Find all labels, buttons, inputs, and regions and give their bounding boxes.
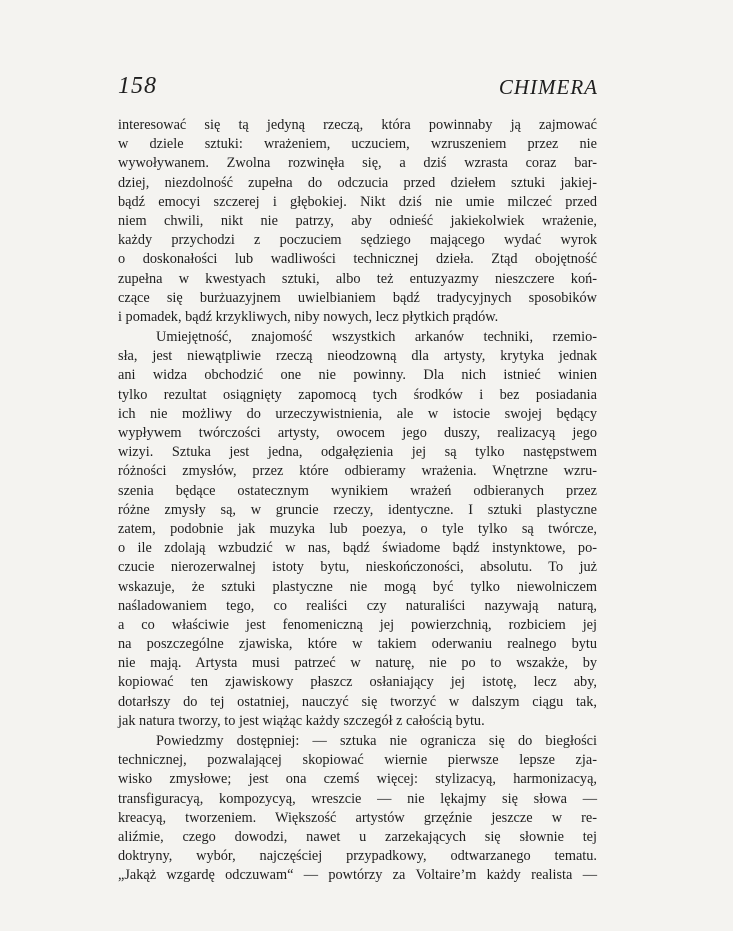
text-line: wywoływanem. Zwolna rozwinęła się, a dziś wzrasta coraz bar- <box>118 155 597 172</box>
text-line: wypływem twórczości artysty, owocem jego duszy, realizacyą jego <box>118 425 597 441</box>
page-number: 158 <box>118 73 157 99</box>
text-line: „Jakąż wzgardę odczuwam“ — powtórzy za Voltaire’m każdy realista — <box>118 867 597 884</box>
text-line: wskazuje, że sztuki plastyczne nie mogą być tylko niewolniczem <box>118 578 597 595</box>
text-line: bądź emocyi szczerej i głębokiej. Nikt dziś nie umie milczeć przed <box>118 193 597 210</box>
text-line: dziej, niezdolność zupełna do odczucia przed dziełem sztuki jakiej- <box>118 174 597 191</box>
text-line: dotarłszy do tej ostatniej, nauczyć się tworzyć w dalszym ciągu tak, <box>118 693 597 710</box>
text-line: kopiować ten zjawiskowy płaszcz osłaniający jej istotę, lecz aby, <box>118 674 597 691</box>
text-line: a co właściwie jest fenomeniczną jej powierzchnią, rozbiciem jej <box>118 616 597 633</box>
text-line: niem chwili, nikt nie patrzy, aby odnieść jakiekolwiek wrażenie, <box>118 212 597 229</box>
text-line: na poszczególne zjawiska, które w takiem oderwaniu realnego bytu <box>118 636 597 653</box>
text-line: tylko rezultat osiągnięty zapomocą tych środków i bez posiadania <box>118 386 597 403</box>
paragraph <box>118 328 597 731</box>
text-line: o doskonałości lub wadliwości technicznej dzieła. Ztąd obojętność <box>118 251 597 268</box>
body-text <box>118 116 597 886</box>
text-line: zupełna w kwestyach sztuki, albo też entuzyazmy nieszczere koń- <box>118 270 597 287</box>
text-line: doktryny, wybór, najczęściej przypadkowy, odtwarzanego tematu. <box>118 848 597 865</box>
page-header <box>118 73 598 103</box>
text-line: ich nie możliwy do urzeczywistnienia, ale w istocie swojej będący <box>118 405 597 422</box>
paragraph <box>118 732 597 886</box>
text-line: sła, jest niewątpliwie rzeczą nieodzowną dla artysty, krytyka jednak <box>118 348 597 365</box>
text-line: aliźmie, czego dowodzi, nawet u zarzekających się słownie tej <box>118 828 597 845</box>
text-line: Powiedzmy dostępniej: — sztuka nie ogranicza się do biegłości <box>156 733 597 749</box>
text-line: różności zmysłów, przez które odbieramy wrażenia. Wnętrzne wzru- <box>118 463 597 480</box>
running-title: CHIMERA <box>498 75 598 99</box>
text-line: Umiejętność, znajomość wszystkich arkanów techniki, rzemio- <box>156 329 597 346</box>
text-line: różne zmysły są, w gruncie rzeczy, identyczne. I sztuki plastyczne <box>118 501 597 518</box>
text-line: jak natura tworzy, to jest wiążąc każdy szczegół z całością bytu. <box>118 712 485 729</box>
paragraph <box>118 116 597 327</box>
text-line: wizyi. Sztuka jest jedna, odgałęzienia jej są tylko następstwem <box>118 444 597 461</box>
text-line: w dziele sztuki: wrażeniem, uczuciem, wzruszeniem przez nie <box>118 136 597 153</box>
text-line: zatem, podobnie jak muzyka lub poezya, o tyle tylko są twórcze, <box>118 520 597 537</box>
text-line: każdy przychodzi z poczuciem sędziego mającego wydać wyrok <box>118 232 597 249</box>
text-line: wisko zmysłowe; jest ona czemś więcej: stylizacyą, harmonizacyą, <box>118 771 597 788</box>
text-line: o ile zdolają wzbudzić w nas, bądź świadome bądź instynktowe, po- <box>118 540 597 557</box>
text-line: czące się burżuazyjnem uwielbianiem bądź tradycyjnych sposobików <box>118 289 597 306</box>
text-line: ani widza obchodzić one nie powinny. Dla nich istnieć winien <box>118 367 597 384</box>
text-line: nie mają. Artysta musi patrzeć w naturę, nie po to wszakże, by <box>118 655 597 672</box>
text-line: i pomadek, bądź krzykliwych, niby nowych, lecz płytkich prądów. <box>118 308 499 325</box>
text-line: czucie nierozerwalnej istoty bytu, nieskończoności, absolutu. To już <box>118 559 597 576</box>
text-line: technicznej, pozwalającej skopiować wiernie pierwsze lepsze zja- <box>118 752 597 769</box>
text-line: kreacyą, tworzeniem. Większość artystów grzęźnie jeszcze w re- <box>118 809 597 826</box>
text-line: transfiguracyą, kompozycyą, wreszcie — nie lękajmy się słowa — <box>118 790 597 807</box>
text-line: interesować się tą jedyną rzeczą, która powinnaby ją zajmować <box>118 117 597 133</box>
text-line: naśladowaniem tego, co realiści czy naturaliści nazywają naturą, <box>118 597 597 614</box>
text-line: szenia będące ostatecznym wynikiem wrażeń odbieranych przez <box>118 482 597 499</box>
